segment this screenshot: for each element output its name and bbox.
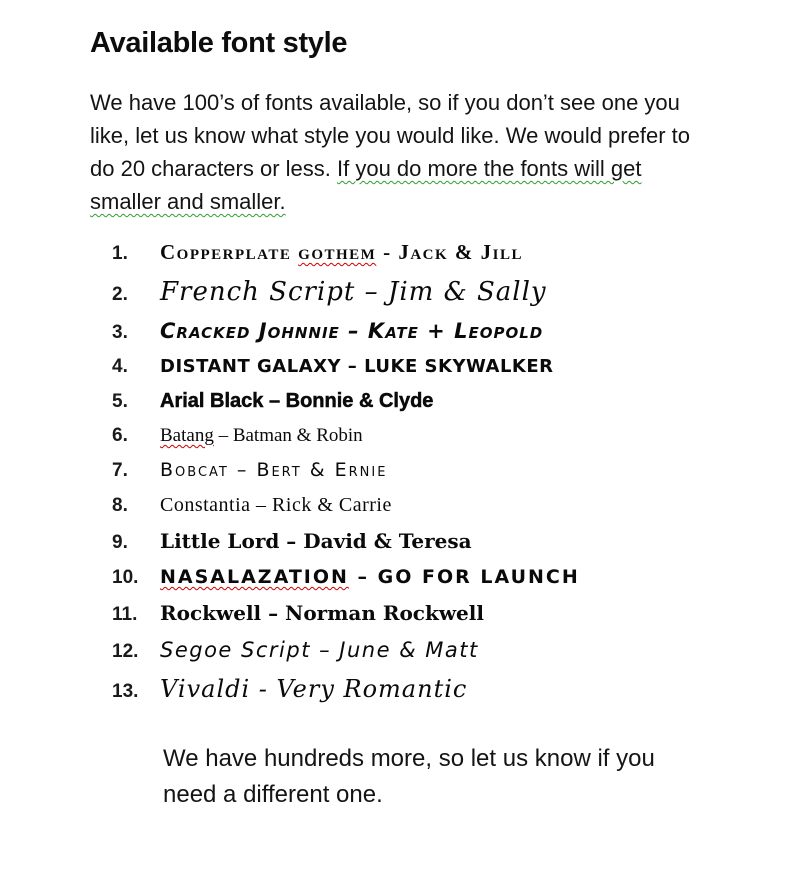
font-list: [90, 240, 710, 703]
list-number: 3.: [112, 322, 128, 343]
misspelled-word: gothem: [298, 240, 377, 264]
list-number: 4.: [112, 356, 128, 377]
list-number: 12.: [112, 641, 139, 662]
font-sample-text: Segoe Script – June & Matt: [160, 638, 479, 662]
font-sample: [160, 459, 387, 481]
font-sample-text: Copperplate: [160, 240, 299, 264]
font-sample-text: Little Lord – David & Teresa: [160, 529, 472, 553]
font-sample: [160, 675, 467, 703]
font-sample: [160, 566, 580, 588]
font-list-item-copperplate: [90, 240, 710, 265]
font-sample-text: Vivaldi - Very Romantic: [160, 675, 468, 703]
font-sample-text: French Script – Jim & Sally: [160, 277, 547, 307]
font-sample: [160, 601, 484, 625]
list-number: 7.: [112, 460, 128, 481]
list-number: 10.: [112, 567, 139, 588]
font-sample: [160, 425, 363, 447]
font-sample: [160, 356, 554, 377]
font-list-item-arial-black: [90, 390, 710, 413]
font-sample-text: Bobcat – Bert & Ernie: [160, 459, 388, 481]
font-sample-text: - Jack & Jill: [376, 240, 523, 264]
font-sample: [160, 390, 433, 413]
list-number: 1.: [112, 243, 128, 264]
intro-text: We have 100’s of fonts available, so if you don’t see one you like, let us know what style you would like. We would prefer to do 20 characters or less.: [90, 90, 690, 181]
font-sample: [160, 277, 547, 307]
list-number: 9.: [112, 532, 128, 553]
font-list-item-vivaldi: [90, 675, 710, 703]
page-title: Available font style: [90, 27, 348, 59]
font-sample-text: Rockwell – Norman Rockwell: [160, 601, 484, 625]
font-list-item-little-lord: [90, 529, 710, 554]
font-list-item-cracked-johnnie: [90, 319, 710, 344]
list-number: 13.: [112, 681, 139, 702]
font-sample: [160, 240, 523, 265]
intro-grammar-underlined-text: If you do more the fonts will get smaller and smaller.: [90, 156, 642, 214]
font-list-item-constantia: [90, 494, 710, 517]
font-sample: [160, 529, 472, 553]
list-number: 5.: [112, 391, 128, 412]
list-number: 6.: [112, 425, 128, 446]
font-sample: [160, 319, 543, 343]
font-list-item-distant-galaxy: [90, 356, 710, 378]
font-sample: [160, 638, 479, 662]
font-sample-text: DISTANT GALAXY – LUKE SKYWALKER: [160, 356, 554, 377]
list-number: 2.: [112, 284, 128, 305]
font-sample-text: – GO FOR LAUNCH: [348, 566, 580, 588]
font-sample-text: – Batman & Robin: [213, 425, 363, 446]
font-list-item-rockwell: [90, 601, 710, 626]
font-sample-text: Arial Black – Bonnie & Clyde: [160, 390, 434, 412]
font-list-item-batang: [90, 425, 710, 447]
misspelled-word: Batang: [160, 425, 214, 446]
font-list-item-bobcat: [90, 459, 710, 482]
font-list-item-nasalazation: [90, 566, 710, 589]
list-number: 11.: [112, 604, 138, 625]
font-sample-text: Cracked Johnnie – Kate + Leopold: [160, 319, 544, 343]
font-sample: [160, 494, 392, 517]
closing-paragraph: We have hundreds more, so let us know if you need a different one.: [163, 745, 655, 808]
font-list-item-segoe-script: [90, 638, 710, 663]
intro-paragraph: [90, 86, 708, 218]
misspelled-word: NASALAZATION: [160, 566, 349, 588]
font-list-item-french-script: [90, 277, 710, 307]
font-sample-text: Constantia – Rick & Carrie: [160, 494, 392, 516]
list-number: 8.: [112, 495, 128, 516]
